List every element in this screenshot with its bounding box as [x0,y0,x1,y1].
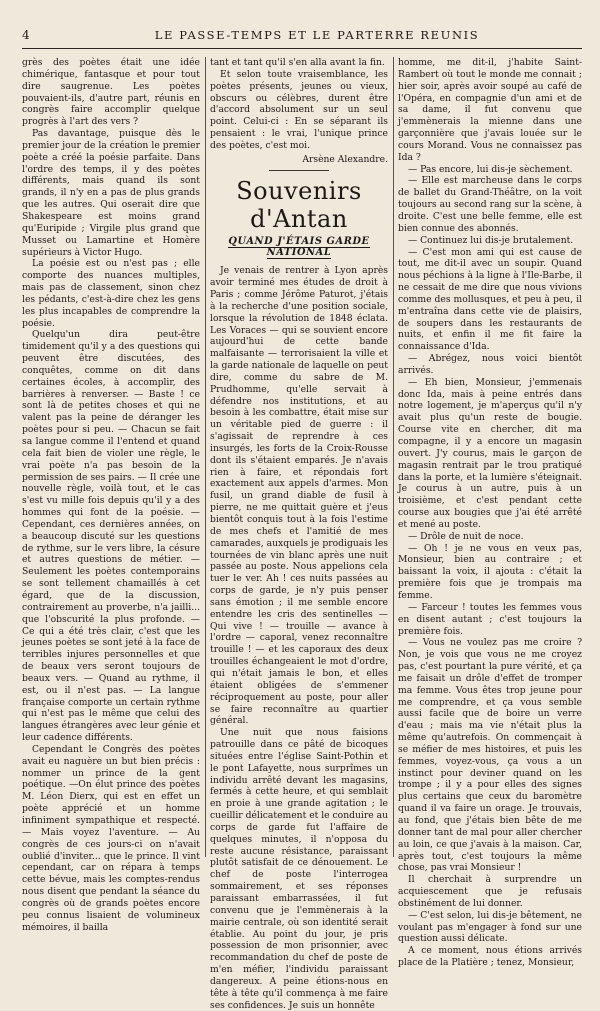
article-paragraph: Pas davantage, puisque dès le premier jour de la création le premier poète a créé la poésie parfaite. Dans l'ordre des temps, il y des poètes différents, mais quand ils sont grands, il n'y en a pas de plus grands que les autres. Qui oserait dire que Shakespeare est moins grand qu'Euripide ; Virgile plus grand que Musset ou Lamartine et Homère supérieurs à Victor Hugo. [22,128,200,258]
feuilleton-paragraph: Une nuit que nous faisions patrouille dans ce pâté de bicoques situées entre l'église Saint-Pothin et le pont Lafayette, nous surprîmes un individu arrêté devant les magasins, fermés à cette heure, et qui semblait en proie à une grande agitation ; le cueillir délicatement et le conduire au corps de garde fut l'affaire de quelques minutes, il n'opposa du reste aucune résistance, paraissant plutôt satisfait de ce dénouement. Le chef de poste l'interrogea sommairement, et ses réponses paraissant embarrassées, il fut convenu que je l'emmènerais à la mairie centrale, où son identité serait établie. Au point du jour, je pris possession de mon prisonnier, avec recommandation du chef de poste de m'en méfier, l'individu paraissant dangereux. A peine étions-nous en tête à tête qu'il commença à me faire ses confidences. Je suis un honnête [210,727,389,1011]
feuilleton-paragraph: — Elle est marcheuse dans le corps de ballet du Grand-Théâtre, on la voit toujours au second rang sur la scène, à droite. C'est une belle femme, elle est bien connue des abonnés. [398,175,582,234]
feuilleton-paragraph: — Vous ne voulez pas me croire ? Non, je vois que vous ne me croyez pas, c'est pourtant la pure vérité, et ça me faisait un drôle d'effet de tromper ma femme. Vous êtes trop jeune pour me comprendre, et ça vous semble aussi facile que de boire un verre d'eau ; mais ma vie n'était plus la même qu'autrefois. On commençait à se méfier de mes histoires, et puis les femmes, voyez-vous, ça vous a un instinct pour deviner quand on les trompe ; il y a pour elles des signes plus certains que ceux du baromètre quand il va faire un orage. Je trouvais, au fond, que j'étais bien bête de me donner tant de mal pour aller chercher au loin, ce que j'avais à la maison. Car, après tout, c'est toujours la même chose, pas vrai Monsieur ! [398,637,582,874]
journal-title: LE PASSE-TEMPS ET LE PARTERRE REUNIS [154,28,480,42]
page-number: 4 [22,28,30,42]
column-1 [22,57,200,933]
column-2 [210,57,389,1011]
feuilleton-paragraph: A ce moment, nous étions arrivés place de la Platière ; tenez, Monsieur, [398,945,582,969]
feuilleton-paragraph: — Oh ! je ne vous en veux pas, Monsieur, bien au contraire ; et baissant la voix, il ajouta : c'était la première fois que je trompais ma femme. [398,542,582,601]
feuilleton-paragraph: — Eh bien, Monsieur, j'emmenais donc Ida, mais à peine entrés dans notre logement, je m'aperçus qu'il n'y avait plus qu'un reste de bougie. Course vite en chercher, dit ma compagne, il y a encore un magasin ouvert. J'y courus, mais le garçon de magasin rentrait par le trou pratiqué dans la porte, et la lumière s'éteignait. Je courus à un autre, puis à un troisième, et c'est pendant cette course aux bougies que j'ai été arrêté et mené au poste. [398,376,582,530]
feuilleton-subtitle-text: QUAND J'ÉTAIS GARDE NATIONAL [228,235,370,259]
columns [22,57,582,1011]
feuilleton-subtitle [210,236,388,260]
column-3 [398,57,582,969]
feuilleton-paragraph: — C'est selon, lui dis-je bêtement, ne voulant pas m'engager à fond sur une question aussi délicate. [398,909,582,945]
column-rule [393,57,394,857]
article-paragraph: grès des poètes était une idée chimérique, fantasque et pour tout dire saugrenue. Les poètes pouvaient-ils, d'autre part, réunis en congrès faire accomplir quelque progrès à l'art des vers ? [22,57,200,128]
feuilleton-paragraph: Il cherchait à surprendre un acquiescement que je refusais obstinément de lui donner. [398,874,582,909]
page-header [22,28,582,49]
article-paragraph: Et selon toute vraisemblance, les poètes présents, jeunes ou vieux, obscurs ou célèbres, durent être d'accord absolument sur un seul point. Celui-ci : En se séparant ils pensaient : le vrai, l'unique prince des poètes, c'est moi. [210,68,388,151]
feuilleton-title: Souvenirs d'Antan [236,176,362,233]
section-divider [269,170,329,171]
article-paragraph: tant et tant qu'il s'en alla avant la fin. [210,57,385,68]
article-signature: Arsène Alexandre. [302,153,388,165]
feuilleton-paragraph: Je venais de rentrer à Lyon après avoir terminé mes études de droit à Paris ; comme Jérôme Paturot, j'étais à la recherche d'une position sociale, lorsque la révolution de 1848 éclata. Les Voraces — qui se souvient encore aujourd'hui de cette bande malfaisante — terrorisaient la ville et la garde nationale de laquelle on peut dire, comme du sabre de M. Prudhomme, qu'elle servait à défendre nos institutions, et au besoin à les combattre, était mise sur un véritable pied de guerre : il s'agissait de reprendre à ces insurgés, les forts de la Croix-Rousse dont ils s'étaient emparés. Je n'avais rien à faire, et répondais fort exactement aux appels d'armes. Mon fusil, un grand diable de fusil à pierre, ne me quittait guère et j'eus bientôt conquis tout à la fois l'estime de mes chefs et l'amitié de mes camarades, auxquels je prodiguais les tournées de vin blanc après une nuit passée au poste. Nous appelions cela tuer le ver. Ah ! ces nuits passées au corps de garde, je n'y puis penser sans émotion ; il me semble encore entendre les cris des sentinelles — Qui vive ! — trouille — avance à l'ordre — caporal, venez reconnaître trouille ! — et les caporaux des deux trouilles échangeaient le mot d'ordre, qui n'était jamais le bon, et elles étaient obligées de s'emmener réciproquement au poste, pour aller se faire reconnaître au quartier général. [210,265,388,727]
article-paragraph: La poésie est ou n'est pas ; elle comporte des nuances multiples, mais pas de classement, sinon chez les pédants, c'est-à-dire chez les gens les plus incapables de comprendre la poésie. [22,258,200,329]
feuilleton-paragraph: — Drôle de nuit de noce. [408,530,524,542]
column-rule [205,57,206,857]
article-paragraph: Quelqu'un dira peut-être timidement qu'il y a des questions qui peuvent être discutées, des conquêtes, comme on dit dans certaines écoles, à accomplir, des barrières à renverser. — Baste ! ce sont là de petites choses et qui ne valent pas la peine de déranger les poètes pour si peu. — Chacun se fait sa langue comme il l'entend et quand cela fait bien de violer une règle, le vrai poète n'a pas besoin de la permission de ses pairs. — Il crée une nouvelle règle, voilà tout, et le cas s'est vu mille fois depuis qu'il y a des hommes qui font de la poésie. — Cependant, ces dernières années, on a beaucoup discuté sur les questions de rythme, sur le vers libre, la césure et autres questions de métier. — Seulement les poètes contemporains se sont tellement chamaillés à cet égard, que de la discussion, contrairement au proverbe, n'a jailli... que l'obscurité la plus profonde. — Ce qui a été très clair, c'est que les jeunes poètes se sont jeté à la face de terribles injures personnelles et que de beaux vers seront toujours de beaux vers. — Quand au rythme, il est, ou il n'est pas. — La langue française comporte un certain rythme qui n'est pas le même que celui des langues étrangères avec leur génie et leur cadence différents. [22,329,200,744]
article-paragraph: Cependant le Congrès des poètes avait eu naguère un but bien précis : nommer un prince de la gent poétique. —On élut prince des poètes M. Léon Dierx, qui est en effet un poète apprécié et un homme infiniment sympathique et respecté. — Mais voyez l'aventure. — Au congrès de ces jours-ci on n'avait oublié d'inviter... que le prince. Il vint cependant, car on répara à temps cette bévue, mais les comptes-rendus nous disent que pendant la séance du congrès où de grands poètes encore peu connus lisaient de volumineux mémoires, il bailla [22,743,200,933]
feuilleton-paragraph: — Pas encore, lui dis-je sèchement. [408,163,573,175]
feuilleton-paragraph: — C'est mon ami qui est cause de tout, me dit-il avec un soupir. Quand nous péchions à la ligne à l'Ile-Barbe, il ne cessait de me dire que nous vivions comme des mollusques, et peu à peu, il m'entraîna dans cette vie de plaisirs, de soupers dans les restaurants de nuits, et enfin il me fit faire la connaissance d'Ida. [398,246,582,353]
feuilleton-paragraph: — Abrégez, nous voici bientôt arrivés. [398,353,582,376]
feuilleton-paragraph: — Continuez lui dis-je brutalement. [408,234,574,246]
feuilleton-paragraph: homme, me dit-il, j'habite Saint-Rambert où tout le monde me connait ; hier soir, après avoir soupé au café de l'Opéra, en compagnie d'un ami et de sa dame, il fut convenu que j'emmènerais la mienne dans une garçonnière que j'avais louée sur le cours Morand. Vous ne connaissez pas Ida ? [398,57,582,163]
feuilleton-paragraph: — Farceur ! toutes les femmes vous en disent autant ; c'est toujours la première fois. [398,601,582,637]
